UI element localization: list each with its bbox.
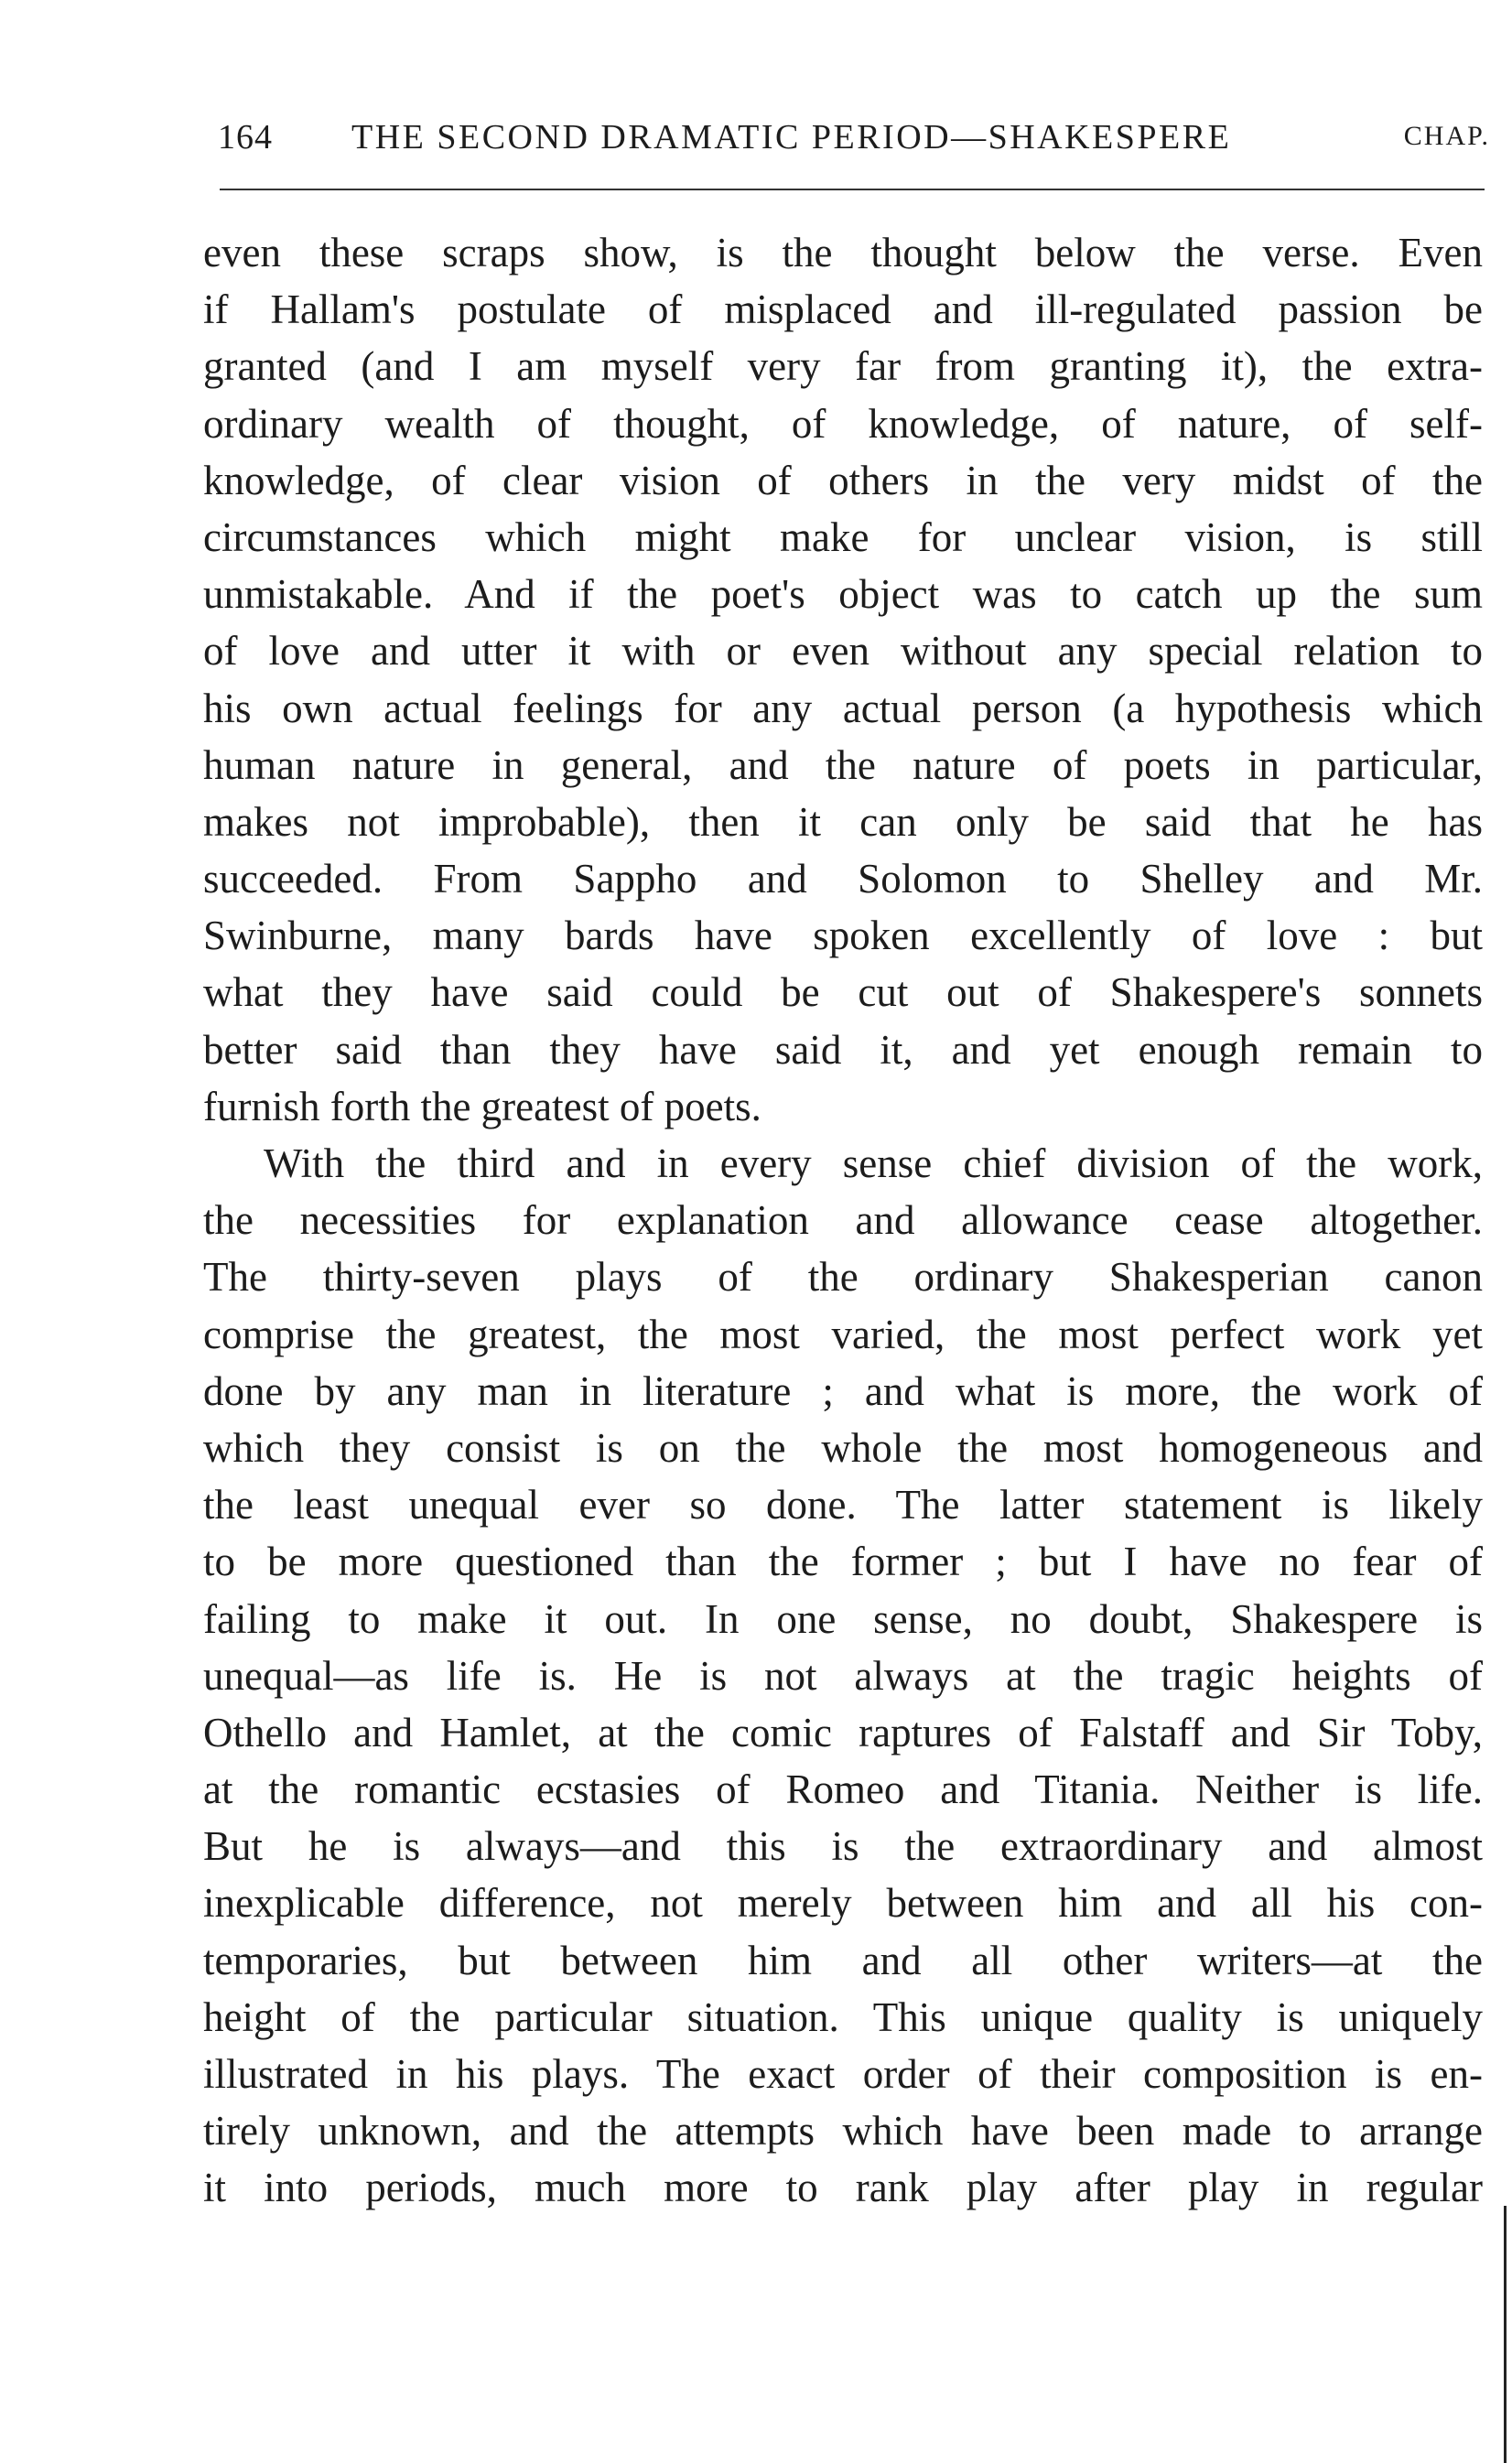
- running-header: [218, 117, 1490, 168]
- text-line: ordinary wealth of thought, of knowledge, of nature, of self-: [203, 400, 1483, 447]
- text-line: to be more questioned than the former ; but I have no fear of: [203, 1539, 1483, 1585]
- header-rule: [220, 189, 1485, 190]
- page-number: 164: [218, 118, 273, 157]
- text-line: Othello and Hamlet, at the comic raptures of Falstaff and Sir Toby,: [203, 1709, 1483, 1755]
- text-line: of love and utter it with or even without any special relation to: [203, 628, 1483, 675]
- text-line: what they have said could be cut out of Shakespere's sonnets: [203, 969, 1483, 1016]
- body-text: [203, 224, 1483, 2217]
- text-line: at the romantic ecstasies of Romeo and Titania. Neither is life.: [203, 1766, 1483, 1813]
- text-line: tirely unknown, and the attempts which have been made to arrange: [203, 2108, 1483, 2155]
- paragraph-end-line: furnish forth the greatest of poets.: [203, 1083, 761, 1129]
- text-line: granted (and I am myself very far from granting it), the extra-: [203, 343, 1483, 390]
- text-line: But he is always—and this is the extraordinary and almost: [203, 1823, 1483, 1870]
- chapter-abbreviation: CHAP.: [1403, 121, 1490, 151]
- text-line: it into periods, much more to rank play after play in regular: [203, 2165, 1483, 2211]
- scan-edge-mark: [1504, 2206, 1507, 2463]
- text-line: illustrated in his plays. The exact order of their composition is en-: [203, 2051, 1483, 2097]
- text-line: height of the particular situation. This unique quality is uniquely: [203, 1993, 1483, 2040]
- text-line: the least unequal ever so done. The latter statement is likely: [203, 1482, 1483, 1529]
- text-line: The thirty-seven plays of the ordinary Shakesperian canon: [203, 1254, 1483, 1301]
- text-line: succeeded. From Sappho and Solomon to Shelley and Mr.: [203, 856, 1483, 902]
- text-line: done by any man in literature ; and what is more, the work of: [203, 1367, 1483, 1414]
- text-line: knowledge, of clear vision of others in the very midst of the: [203, 457, 1483, 503]
- text-line: Swinburne, many bards have spoken excellently of love : but: [203, 913, 1483, 959]
- text-line: temporaries, but between him and all other writers—at the: [203, 1937, 1483, 1983]
- text-line: makes not improbable), then it can only be said that he has: [203, 798, 1483, 845]
- paragraph-start-line: With the third and in every sense chief division of the work,: [264, 1140, 1483, 1186]
- text-line: better said than they have said it, and yet enough remain to: [203, 1026, 1483, 1073]
- text-line: circumstances which might make for unclear vision, is still: [203, 513, 1483, 560]
- text-line: if Hallam's postulate of misplaced and ill-regulated passion be: [203, 286, 1483, 333]
- text-line: unmistakable. And if the poet's object was to catch up the sum: [203, 571, 1483, 618]
- text-line: which they consist is on the whole the most homogeneous and: [203, 1424, 1483, 1471]
- text-line: the necessities for explanation and allowance cease altogether.: [203, 1197, 1483, 1244]
- text-line: human nature in general, and the nature of poets in particular,: [203, 741, 1483, 788]
- text-line: inexplicable difference, not merely between him and all his con-: [203, 1880, 1483, 1927]
- text-line: his own actual feelings for any actual person (a hypothesis which: [203, 685, 1483, 731]
- text-line: unequal—as life is. He is not always at the tragic heights of: [203, 1652, 1483, 1699]
- text-line: comprise the greatest, the most varied, the most perfect work yet: [203, 1311, 1483, 1357]
- running-title: THE SECOND DRAMATIC PERIOD—SHAKESPERE: [351, 118, 1232, 157]
- text-line: even these scraps show, is the thought below the verse. Even: [203, 230, 1483, 275]
- text-line: failing to make it out. In one sense, no doubt, Shakespere is: [203, 1595, 1483, 1642]
